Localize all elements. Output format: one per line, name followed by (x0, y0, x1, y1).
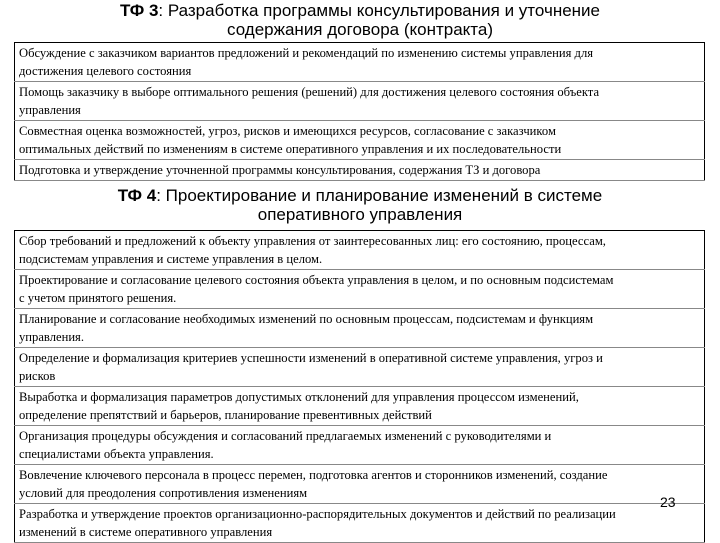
cell-text-line: оптимальных действий по изменениям в системе оперативного управления и их последовательности (19, 142, 562, 156)
cell-text-line: рисков (19, 369, 56, 383)
cell-text-line: определение препятствий и барьеров, планирование превентивных действий (19, 408, 432, 422)
table-cell (15, 465, 705, 504)
table-row (15, 504, 705, 543)
table-row (15, 160, 705, 181)
table-row (15, 426, 705, 465)
cell-text-line: Определение и формализация критериев успешности изменений в оперативной системе управления, угроз и (19, 351, 603, 365)
table-cell (15, 309, 705, 348)
cell-text-line: Вовлечение ключевого персонала в процесс перемен, подготовка агентов и сторонников изменений, создание (19, 468, 608, 482)
cell-text-line: Обсуждение с заказчиком вариантов предложений и рекомендаций по изменению системы управления для (19, 46, 594, 60)
table-cell (15, 43, 705, 82)
table-row (15, 231, 705, 270)
cell-text-line: Организация процедуры обсуждения и согласований предлагаемых изменений с руководителями и (19, 429, 552, 443)
cell-text-line: Совместная оценка возможностей, угроз, рисков и имеющихся ресурсов, согласование с заказчиком (19, 124, 556, 138)
tf4-label: ТФ 4 (117, 186, 157, 205)
table-row (15, 43, 705, 82)
cell-text-line: с учетом принятого решения. (19, 291, 177, 305)
cell-text-line: Помощь заказчику в выборе оптимального решения (решений) для достижения целевого состояния объекта (19, 85, 600, 99)
cell-text-line: специалистами объекта управления. (19, 447, 214, 461)
tf4-activities-table (14, 230, 705, 543)
table-cell (15, 387, 705, 426)
table-cell (15, 121, 705, 160)
tf3-activities-table (14, 42, 705, 181)
table-row (15, 309, 705, 348)
table-cell (15, 231, 705, 270)
table-cell (15, 160, 705, 181)
section-3-title-line-1: : Разработка программы консультирования и уточнение (158, 1, 601, 20)
tf4-table-body (15, 231, 705, 543)
table-row (15, 387, 705, 426)
table-cell (15, 426, 705, 465)
table-row (15, 465, 705, 504)
section-4-title-line-1: : Проектирование и планирование изменений в системе (156, 186, 603, 205)
section-4-heading (0, 186, 720, 224)
cell-text-line: Проектирование и согласование целевого состояния объекта управления в целом, и по основным подсистемам (19, 273, 614, 287)
table-row (15, 82, 705, 121)
section-3-title-line-2: содержания договора (контракта) (227, 20, 493, 39)
cell-text-line: управления. (19, 330, 84, 344)
table-row (15, 348, 705, 387)
table-cell (15, 348, 705, 387)
table-row (15, 270, 705, 309)
cell-text-line: Сбор требований и предложений к объекту управления от заинтересованных лиц: его состоянию, процессам, (19, 234, 606, 248)
cell-text-line: Подготовка и утверждение уточненной программы консультирования, содержания ТЗ и договора (19, 163, 541, 177)
section-4-title-line-2: оперативного управления (257, 205, 463, 224)
cell-text-line: достижения целевого состояния (19, 64, 192, 78)
cell-text-line: условий для преодоления сопротивления изменениям (19, 486, 308, 500)
section-3-heading (0, 1, 720, 39)
cell-text-line: Выработка и формализация параметров допустимых отклонений для управления процессом изменений, (19, 390, 579, 404)
tf3-table-body (15, 43, 705, 181)
table-row (15, 121, 705, 160)
table-cell (15, 82, 705, 121)
cell-text-line: подсистемам управления и системе управления в целом. (19, 252, 323, 266)
page-number: 23 (660, 494, 676, 510)
table-cell (15, 504, 705, 543)
cell-text-line: изменений в системе оперативного управления (19, 525, 273, 539)
cell-text-line: Разработка и утверждение проектов организационно-распорядительных документов и действий по реализации (19, 507, 616, 521)
table-cell (15, 270, 705, 309)
tf3-label: ТФ 3 (119, 1, 159, 20)
cell-text-line: Планирование и согласование необходимых изменений по основным процессам, подсистемам и функциям (19, 312, 594, 326)
cell-text-line: управления (19, 103, 81, 117)
